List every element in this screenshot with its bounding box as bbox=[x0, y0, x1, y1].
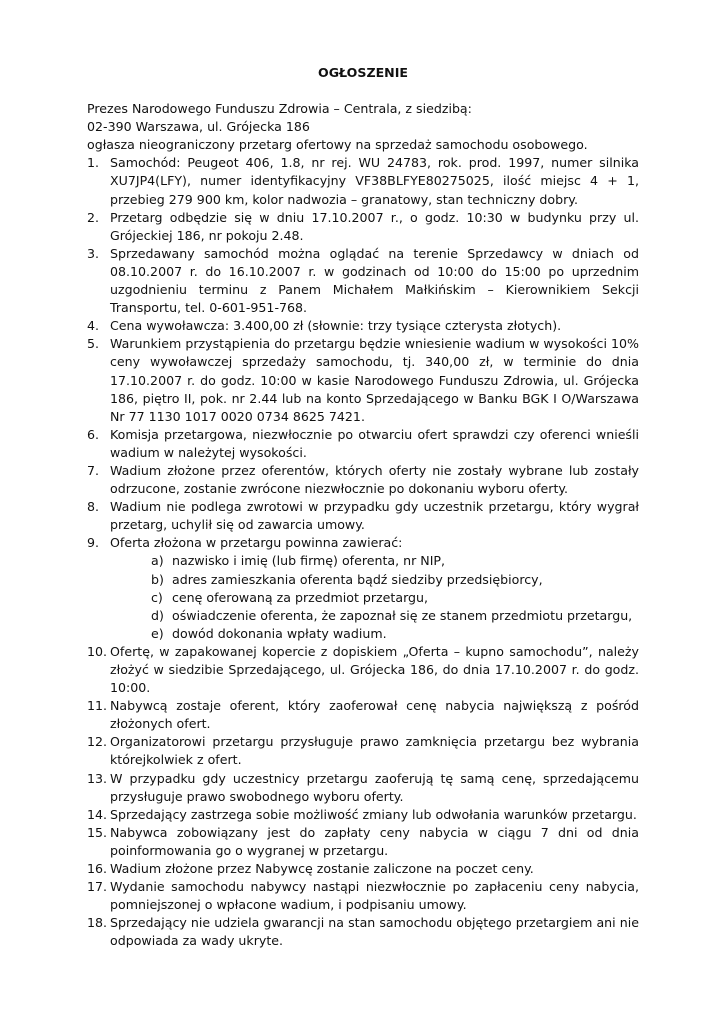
sublist-item bbox=[151, 589, 639, 607]
sublist-item bbox=[151, 552, 639, 570]
list-item bbox=[87, 209, 639, 245]
item-text: Sprzedający zastrzega sobie możliwość zmiany lub odwołania warunków przetargu. bbox=[110, 806, 637, 822]
conditions-list bbox=[87, 154, 639, 950]
document-title: OGŁOSZENIE bbox=[317, 65, 409, 80]
item-text: Warunkiem przystąpienia do przetargu będzie wniesienie wadium w wysokości 10% ceny wywoławczej sprzedaży samochodu, tj. 340,00 zł, w terminie do dnia 17.10.2007 r. do godz. 10:00 w kasie Narodowego Funduszu Zdrowia, ul. Grójecka 186, piętro II, pok. nr 2.44 lub na konto Sprzedającego w Banku BGK I O/Warszawa Nr 77 1130 1017 0020 0734 8625 7421. bbox=[110, 336, 639, 424]
item-number: 1. bbox=[87, 155, 100, 171]
subitem-letter: d) bbox=[151, 607, 164, 623]
item-text: Sprzedający nie udziela gwarancji na stan samochodu objętego przetargiem ani nie odpowiada za wady ukryte. bbox=[110, 915, 639, 949]
sublist-item bbox=[151, 571, 639, 589]
sublist-item bbox=[151, 607, 639, 625]
item-number: 4. bbox=[87, 318, 100, 334]
list-item bbox=[87, 317, 639, 335]
intro-line-organization: Prezes Narodowego Funduszu Zdrowia – Centrala, z siedzibą: bbox=[87, 101, 472, 117]
list-item bbox=[87, 462, 639, 498]
item-text: W przypadku gdy uczestnicy przetargu zaoferują tę samą cenę, sprzedającemu przysługuje prawo swobodnego wyboru oferty. bbox=[110, 770, 639, 804]
item-number: 10. bbox=[87, 643, 108, 659]
item-text: Nabywcą zostaje oferent, który zaoferował cenę nabycia największą z pośród złożonych ofert. bbox=[110, 698, 639, 732]
list-item bbox=[87, 534, 639, 643]
subitem-text: nazwisko i imię (lub firmę) oferenta, nr NIP, bbox=[172, 553, 446, 569]
item-number: 5. bbox=[87, 336, 100, 352]
list-item bbox=[87, 426, 639, 462]
list-item bbox=[87, 643, 639, 697]
item-text: Sprzedawany samochód można oglądać na terenie Sprzedawcy w dniach od 08.10.2007 r. do 16.10.2007 r. w godzinach od 10:00 do 15:00 po uprzednim uzgodnieniu terminu z Panem Michałem Małkińskim – Kierownikiem Sekcji Transportu, tel. 0-601-951-768. bbox=[110, 245, 639, 316]
item-number: 16. bbox=[87, 861, 108, 877]
item-number: 2. bbox=[87, 209, 100, 225]
list-item bbox=[87, 860, 639, 878]
item-number: 15. bbox=[87, 824, 108, 840]
item-text: Wadium nie podlega zwrotowi w przypadku gdy uczestnik przetargu, który wygrał przetarg, uchylił się od zawarcia umowy. bbox=[110, 499, 639, 533]
item-text: Samochód: Peugeot 406, 1.8, nr rej. WU 24783, rok. prod. 1997, numer silnika XU7JP4(LFY), numer identyfikacyjny VF38BLFYE80275025, ilość miejsc 4 + 1, przebieg 279 900 km, kolor nadwozia – granatowy, stan techniczny dobry. bbox=[110, 155, 639, 207]
item-number: 11. bbox=[87, 698, 108, 714]
intro-line-announcement: ogłasza nieograniczony przetarg ofertowy na sprzedaż samochodu osobowego. bbox=[87, 137, 588, 153]
subitem-text: dowód dokonania wpłaty wadium. bbox=[172, 625, 387, 641]
item-text: Wadium złożone przez oferentów, których oferty nie zostały wybrane lub zostały odrzucone, zostanie zwrócone niezwłocznie po dokonaniu wyboru oferty. bbox=[110, 462, 639, 497]
list-item bbox=[87, 733, 639, 769]
item-number: 12. bbox=[87, 734, 108, 750]
item-text: Przetarg odbędzie się w dniu 17.10.2007 r., o godz. 10:30 w budynku przy ul. Grójeckiej 186, nr pokoju 2.48. bbox=[110, 209, 639, 243]
offer-contents-sublist bbox=[110, 552, 639, 642]
item-text: Wydanie samochodu nabywcy nastąpi niezwłocznie po zapłaceniu ceny nabycia, pomniejszonej o wpłacone wadium, i podpisaniu umowy. bbox=[110, 879, 639, 913]
list-item bbox=[87, 498, 639, 534]
item-number: 9. bbox=[87, 535, 100, 551]
intro-line-address: 02-390 Warszawa, ul. Grójecka 186 bbox=[87, 119, 310, 135]
item-text: Ofertę, w zapakowanej kopercie z dopiskiem „Oferta – kupno samochodu”, należy złożyć w siedzibie Sprzedającego, ul. Grójecka 186, do dnia 17.10.2007 r. do godz. 10:00. bbox=[110, 643, 639, 696]
sublist-item bbox=[151, 625, 639, 643]
subitem-letter: b) bbox=[151, 571, 164, 587]
subitem-letter: e) bbox=[151, 625, 164, 641]
list-item bbox=[87, 154, 639, 208]
item-text: Cena wywoławcza: 3.400,00 zł (słownie: trzy tysiące czterysta złotych). bbox=[110, 318, 562, 334]
subitem-text: adres zamieszkania oferenta bądź siedziby przedsiębiorcy, bbox=[172, 571, 543, 587]
item-text: Wadium złożone przez Nabywcę zostanie zaliczone na poczet ceny. bbox=[110, 861, 534, 877]
list-item bbox=[87, 824, 639, 860]
item-text: Organizatorowi przetargu przysługuje prawo zamknięcia przetargu bez wybrania którejkolwiek z ofert. bbox=[110, 734, 639, 768]
item-text: Komisja przetargowa, niezwłocznie po otwarciu ofert sprawdzi czy oferenci wnieśli wadium w należytej wysokości. bbox=[110, 426, 639, 460]
item-number: 18. bbox=[87, 915, 108, 931]
item-number: 17. bbox=[87, 879, 108, 895]
list-item bbox=[87, 914, 639, 950]
item-number: 3. bbox=[87, 245, 100, 261]
item-number: 13. bbox=[87, 770, 108, 786]
subitem-letter: a) bbox=[151, 553, 164, 569]
item-text: Oferta złożona w przetargu powinna zawierać: bbox=[110, 535, 403, 551]
item-number: 14. bbox=[87, 806, 108, 822]
item-number: 8. bbox=[87, 499, 100, 515]
subitem-letter: c) bbox=[151, 589, 163, 605]
intro-block bbox=[87, 100, 639, 154]
announcement-document bbox=[87, 64, 639, 951]
item-number: 7. bbox=[87, 462, 100, 478]
subitem-text: cenę oferowaną za przedmiot przetargu, bbox=[172, 589, 429, 605]
list-item bbox=[87, 335, 639, 425]
subitem-text: oświadczenie oferenta, że zapoznał się ze stanem przedmiotu przetargu, bbox=[172, 607, 633, 623]
item-text: Nabywca zobowiązany jest do zapłaty ceny nabycia w ciągu 7 dni od dnia poinformowania go o wygranej w przetargu. bbox=[110, 824, 639, 858]
list-item bbox=[87, 697, 639, 733]
list-item bbox=[87, 806, 639, 824]
item-number: 6. bbox=[87, 426, 100, 442]
list-item bbox=[87, 770, 639, 806]
list-item bbox=[87, 878, 639, 914]
list-item bbox=[87, 245, 639, 317]
